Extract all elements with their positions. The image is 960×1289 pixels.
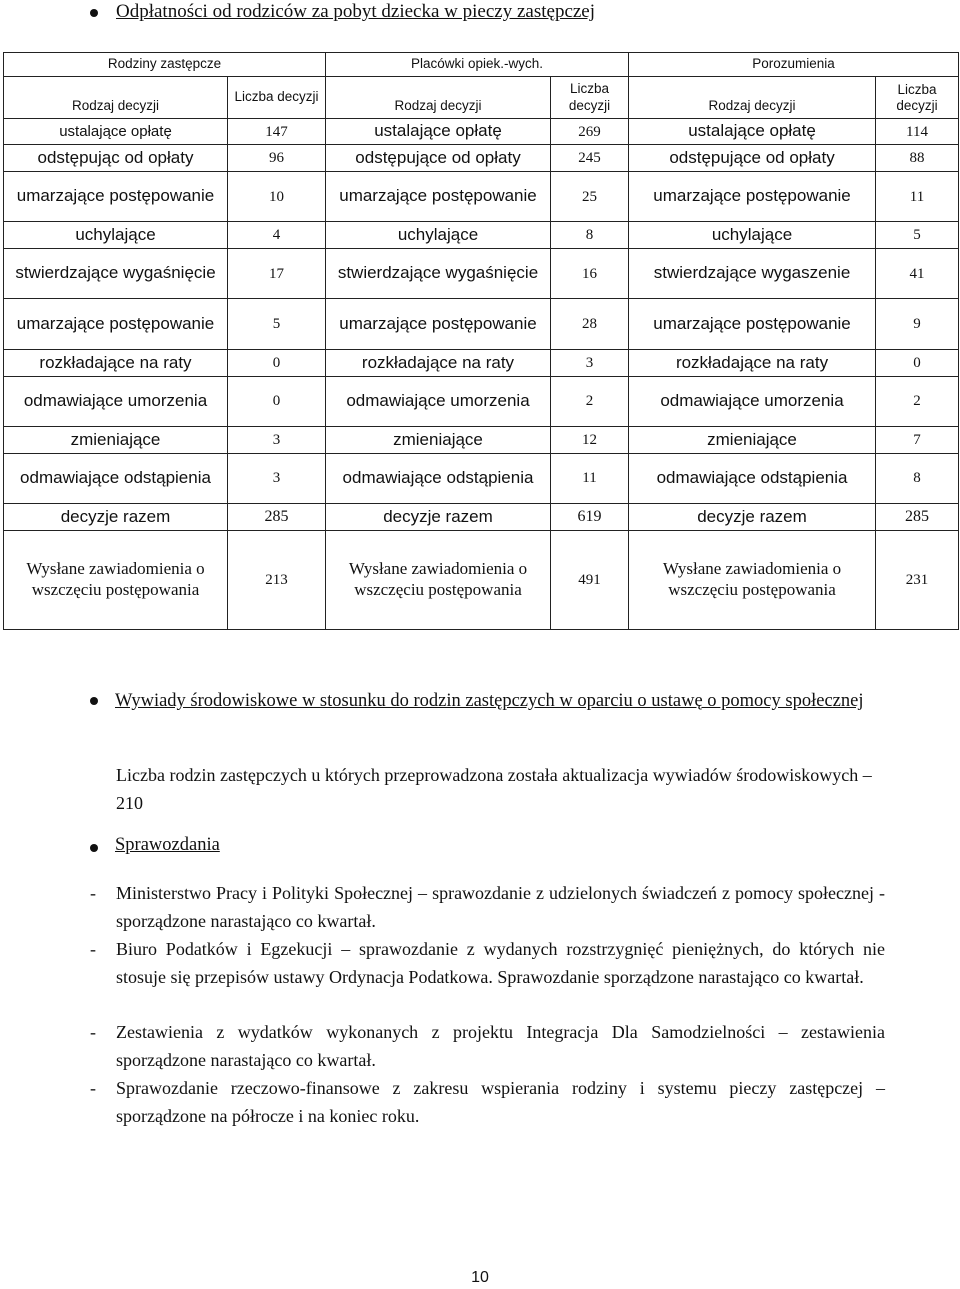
decision-count: 11 xyxy=(551,453,629,504)
decisions-table xyxy=(3,52,959,630)
decision-type: ustalające opłatę xyxy=(326,119,551,145)
report-item xyxy=(90,935,885,991)
dash-marker: - xyxy=(90,1022,96,1042)
decision-count: 9 xyxy=(876,299,959,350)
decision-type: umarzające postępowanie xyxy=(326,171,551,222)
decision-count: 2 xyxy=(876,376,959,427)
totals-value: 285 xyxy=(876,504,959,530)
notices-label: Wysłane zawiadomienia o wszczęciu postępowania xyxy=(326,530,551,629)
decision-count: 0 xyxy=(228,350,326,376)
decision-type: ustalające opłatę xyxy=(4,119,228,145)
decision-type: odmawiające odstąpienia xyxy=(326,453,551,504)
decision-type: zmieniające xyxy=(326,427,551,453)
decision-count: 5 xyxy=(876,222,959,248)
decision-count: 0 xyxy=(228,376,326,427)
bullet-icon xyxy=(90,844,98,852)
group-header: Porozumienia xyxy=(629,53,959,77)
totals-value: 285 xyxy=(228,504,326,530)
section-title: Sprawozdania xyxy=(115,835,220,855)
report-text: Ministerstwo Pracy i Polityki Społecznej – sprawozdanie z udzielonych świadczeń z pomocy społecznej - sporządzone narastająco co kwartał. xyxy=(116,883,885,931)
section-wywiady xyxy=(90,687,890,715)
decision-count: 88 xyxy=(876,145,959,171)
decision-count: 96 xyxy=(228,145,326,171)
decision-count: 114 xyxy=(876,119,959,145)
decision-count: 28 xyxy=(551,299,629,350)
report-item xyxy=(90,879,885,935)
interview-count-text: Liczba rodzin zastępczych u których przeprowadzona została aktualizacja wywiadów środowiskowych – 210 xyxy=(116,765,872,813)
column-header: Liczba decyzji xyxy=(876,77,959,119)
decision-type: odmawiające odstąpienia xyxy=(629,453,876,504)
decision-type: zmieniające xyxy=(629,427,876,453)
decision-type: rozkładające na raty xyxy=(326,350,551,376)
column-header: Rodzaj decyzji xyxy=(4,77,228,119)
decision-count: 41 xyxy=(876,248,959,299)
decision-type: zmieniające xyxy=(4,427,228,453)
report-text: Zestawienia z wydatków wykonanych z projektu Integracja Dla Samodzielności – zestawienia sporządzone narastająco co kwartał. xyxy=(116,1022,885,1070)
decision-type: stwierdzające wygaśnięcie xyxy=(326,248,551,299)
table-row xyxy=(4,171,959,222)
decision-count: 11 xyxy=(876,171,959,222)
column-header: Liczba decyzji xyxy=(551,77,629,119)
report-item xyxy=(90,1018,885,1074)
dash-marker: - xyxy=(90,939,96,959)
notices-value: 213 xyxy=(228,530,326,629)
decision-count: 245 xyxy=(551,145,629,171)
notices-value: 231 xyxy=(876,530,959,629)
bullet-icon xyxy=(90,9,98,17)
totals-label: decyzje razem xyxy=(4,504,228,530)
decision-type: rozkładające na raty xyxy=(629,350,876,376)
decision-count: 8 xyxy=(876,453,959,504)
dash-marker: - xyxy=(90,883,96,903)
decision-count: 3 xyxy=(551,350,629,376)
totals-label: decyzje razem xyxy=(629,504,876,530)
decision-count: 10 xyxy=(228,171,326,222)
totals-value: 619 xyxy=(551,504,629,530)
notices-label: Wysłane zawiadomienia o wszczęciu postępowania xyxy=(629,530,876,629)
notices-row xyxy=(4,530,959,629)
decision-type: stwierdzające wygaszenie xyxy=(629,248,876,299)
table-row xyxy=(4,453,959,504)
table-row xyxy=(4,376,959,427)
decision-type: odmawiające umorzenia xyxy=(326,376,551,427)
decision-type: odmawiające umorzenia xyxy=(629,376,876,427)
decision-type: umarzające postępowanie xyxy=(629,299,876,350)
column-header: Rodzaj decyzji xyxy=(326,77,551,119)
decision-count: 12 xyxy=(551,427,629,453)
decision-count: 4 xyxy=(228,222,326,248)
decision-type: ustalające opłatę xyxy=(629,119,876,145)
section-odplatnosci xyxy=(90,1,595,23)
decision-count: 17 xyxy=(228,248,326,299)
table-row xyxy=(4,248,959,299)
report-text: Sprawozdanie rzeczowo-finansowe z zakresu wspierania rodziny i systemu pieczy zastępczej – sporządzone na półrocze i na koniec roku. xyxy=(116,1078,885,1126)
column-header: Liczba decyzji xyxy=(228,77,326,119)
decision-count: 0 xyxy=(876,350,959,376)
decision-count: 3 xyxy=(228,427,326,453)
table-row xyxy=(4,350,959,376)
decision-type: uchylające xyxy=(629,222,876,248)
page-number: 10 xyxy=(471,1269,489,1286)
decision-type: rozkładające na raty xyxy=(4,350,228,376)
table-row xyxy=(4,299,959,350)
decision-count: 7 xyxy=(876,427,959,453)
table-row xyxy=(4,427,959,453)
decision-type: umarzające postępowanie xyxy=(4,299,228,350)
group-header: Placówki opiek.-wych. xyxy=(326,53,629,77)
section-sprawozdania xyxy=(90,835,220,856)
decision-type: odmawiające umorzenia xyxy=(4,376,228,427)
decision-count: 5 xyxy=(228,299,326,350)
decision-type: odmawiające odstąpienia xyxy=(4,453,228,504)
decision-type: umarzające postępowanie xyxy=(326,299,551,350)
decision-type: odstępujące od opłaty xyxy=(326,145,551,171)
totals-label: decyzje razem xyxy=(326,504,551,530)
table-row xyxy=(4,222,959,248)
column-header: Rodzaj decyzji xyxy=(629,77,876,119)
section-title: Wywiady środowiskowe w stosunku do rodzin zastępczych w oparciu o ustawę o pomocy społecznej xyxy=(115,691,864,711)
decision-type: stwierdzające wygaśnięcie xyxy=(4,248,228,299)
section-title: Odpłatności od rodziców za pobyt dziecka w pieczy zastępczej xyxy=(116,1,596,22)
notices-value: 491 xyxy=(551,530,629,629)
decision-count: 8 xyxy=(551,222,629,248)
decision-type: odstępując od opłaty xyxy=(4,145,228,171)
decision-type: umarzające postępowanie xyxy=(629,171,876,222)
column-header-row xyxy=(4,77,959,119)
decision-count: 3 xyxy=(228,453,326,504)
table-row xyxy=(4,119,959,145)
decision-count: 269 xyxy=(551,119,629,145)
notices-label: Wysłane zawiadomienia o wszczęciu postępowania xyxy=(4,530,228,629)
decision-type: uchylające xyxy=(326,222,551,248)
decision-count: 147 xyxy=(228,119,326,145)
decision-count: 2 xyxy=(551,376,629,427)
totals-row xyxy=(4,504,959,530)
table-row xyxy=(4,145,959,171)
decision-type: umarzające postępowanie xyxy=(4,171,228,222)
group-header: Rodziny zastępcze xyxy=(4,53,326,77)
decision-type: odstępujące od opłaty xyxy=(629,145,876,171)
dash-marker: - xyxy=(90,1078,96,1098)
group-header-row xyxy=(4,53,959,77)
report-text: Biuro Podatków i Egzekucji – sprawozdanie z wydanych rozstrzygnięć pieniężnych, do których nie stosuje się przepisów ustawy Ordynacja Podatkowa. Sprawozdanie sporządzone narastająco co kwartał. xyxy=(116,939,885,987)
decision-count: 16 xyxy=(551,248,629,299)
decision-type: uchylające xyxy=(4,222,228,248)
bullet-icon xyxy=(90,697,98,705)
decision-count: 25 xyxy=(551,171,629,222)
report-item xyxy=(90,1074,885,1130)
